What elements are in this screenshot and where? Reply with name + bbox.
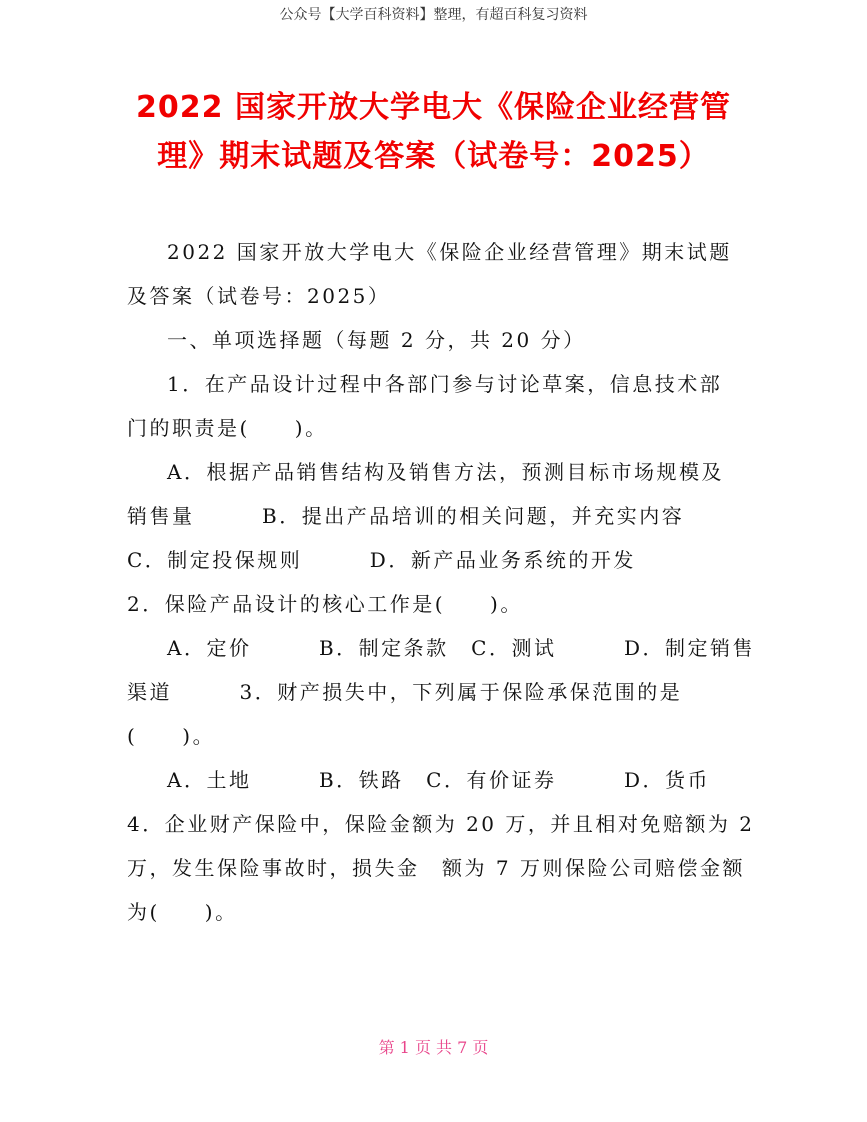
question-1-options: C．制定投保规则 D．新产品业务系统的开发 <box>127 548 636 572</box>
question-3: 渠道 3．财产损失中，下列属于保险承保范围的是 <box>127 680 683 704</box>
page-header: 公众号【大学百科资料】整理，有超百科复习资料 <box>279 7 588 23</box>
question-4: 4．企业财产保险中，保险金额为 20 万，并且相对免赔额为 2 <box>127 812 755 836</box>
section-heading: 一、单项选择题（每题 2 分，共 20 分） <box>167 328 586 352</box>
question-2-options: A．定价 B．制定条款 C．测试 D．制定销售 <box>167 636 755 660</box>
question-3: ( )。 <box>127 724 216 748</box>
question-4: 为( )。 <box>127 900 238 924</box>
question-1-options: A．根据产品销售结构及销售方法，预测目标市场规模及 <box>167 460 724 484</box>
question-4: 万，发生保险事故时，损失金 额为 7 万则保险公司赔偿金额 <box>127 856 745 880</box>
page-number-footer: 第 1 页 共 7 页 <box>378 1038 489 1057</box>
document-title-line-2: 理》期末试题及答案（试卷号：2025） <box>157 139 710 174</box>
question-1: 1．在产品设计过程中各部门参与讨论草案，信息技术部 <box>167 372 723 396</box>
question-1-options: 销售量 B．提出产品培训的相关问题，并充实内容 <box>127 504 685 528</box>
document-title-line-1: 2022 国家开放大学电大《保险企业经营管 <box>136 90 731 125</box>
question-2: 2．保险产品设计的核心工作是( )。 <box>127 592 523 616</box>
question-1: 门的职责是( )。 <box>127 416 328 440</box>
intro-line: 及答案（试卷号：2025） <box>127 284 391 308</box>
intro-line: 2022 国家开放大学电大《保险企业经营管理》期末试题 <box>167 240 732 264</box>
question-3-options: A．土地 B．铁路 C．有价证券 D．货币 <box>167 768 710 792</box>
